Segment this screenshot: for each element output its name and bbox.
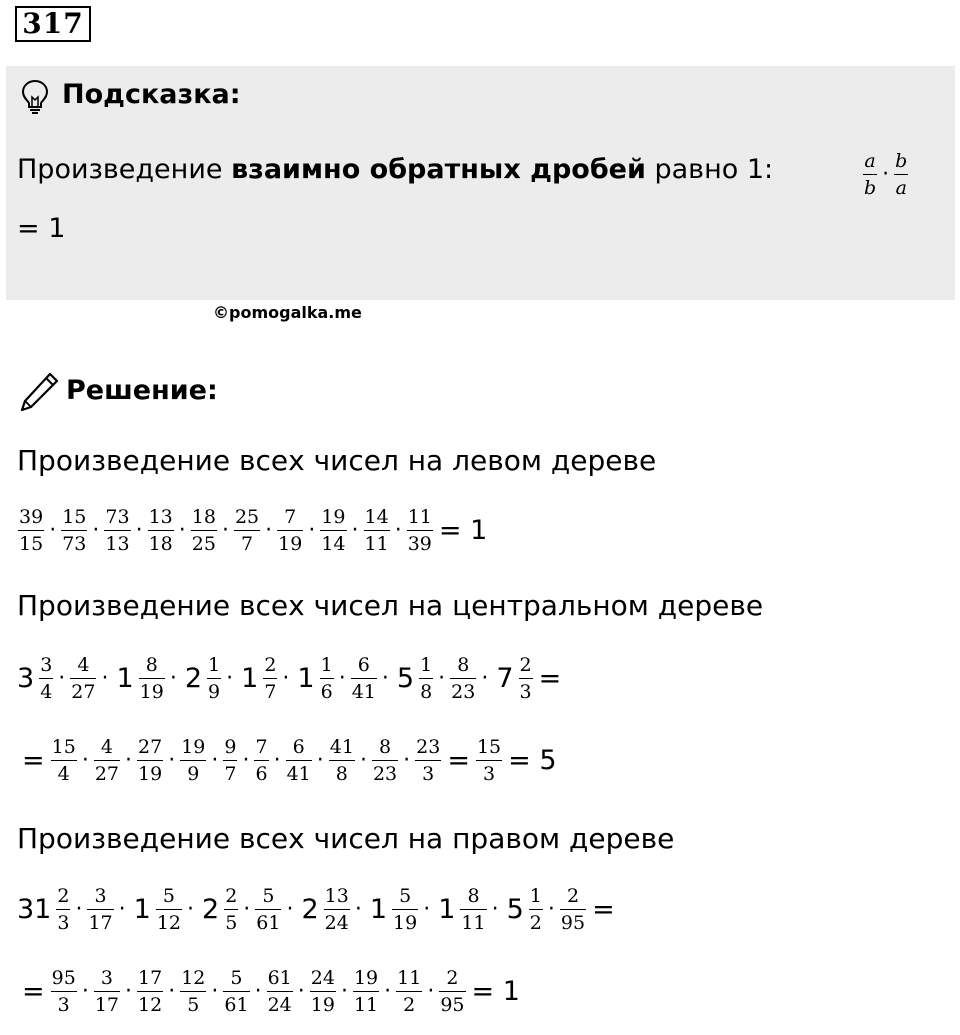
numerator: 17: [137, 967, 163, 992]
denominator: 24: [324, 912, 349, 934]
numerator: 18: [191, 506, 217, 531]
numerator: 2: [263, 654, 277, 679]
multiply-dot: ·: [308, 518, 316, 543]
fraction: [224, 885, 238, 934]
fraction: [267, 967, 293, 1016]
denominator: 41: [351, 681, 376, 703]
numerator: 1: [320, 654, 334, 679]
numerator: 19: [180, 736, 206, 761]
fraction: [392, 885, 418, 934]
whole-part: 1: [241, 663, 259, 694]
result-text: =: [447, 745, 470, 776]
numerator: 2: [560, 885, 586, 910]
fraction: [460, 885, 486, 934]
multiply-dot: ·: [169, 666, 177, 691]
numerator: 14: [364, 506, 390, 531]
denominator: 73: [62, 533, 87, 555]
numerator: 13: [324, 885, 350, 910]
denominator: 15: [19, 533, 44, 555]
fraction: [450, 654, 476, 703]
result-text: =: [592, 894, 615, 925]
denominator: 95: [560, 912, 586, 934]
numerator: 8: [139, 654, 165, 679]
fraction: [372, 736, 398, 785]
multiply-dot: ·: [125, 979, 132, 1004]
numerator: 6: [351, 654, 377, 679]
denominator: 19: [138, 763, 163, 785]
fraction: [137, 967, 163, 1016]
numerator: 8: [450, 654, 476, 679]
numerator: 19: [353, 967, 379, 992]
fraction: [439, 967, 465, 1016]
hint-text-bold: взаимно обратных дробей: [231, 154, 646, 185]
equals-sign: =: [22, 745, 45, 776]
hint-text-after: равно 1:: [645, 154, 774, 185]
equation-right-tree-simplified: [17, 967, 525, 1016]
multiply-dot: ·: [438, 666, 446, 691]
fraction: [286, 736, 312, 785]
numerator: 3: [87, 885, 113, 910]
whole-part: 31: [17, 894, 52, 925]
whole-part: 3: [17, 663, 35, 694]
numerator: 2: [519, 654, 533, 679]
denominator: 5: [225, 912, 238, 934]
numerator: 5: [255, 885, 281, 910]
fraction: [310, 967, 336, 1016]
denominator: 18: [148, 533, 173, 555]
multiply-dot: ·: [338, 666, 346, 691]
numerator: 13: [148, 506, 174, 531]
denominator: 95: [440, 994, 465, 1016]
whole-part: 1: [116, 663, 134, 694]
denominator: 4: [40, 681, 53, 703]
numerator: a: [863, 150, 877, 175]
multiply-dot: ·: [282, 666, 290, 691]
fraction: [223, 736, 237, 785]
multiply-dot: ·: [547, 897, 555, 922]
denominator: 12: [156, 912, 182, 934]
denominator: 3: [57, 994, 70, 1016]
denominator: 11: [353, 994, 379, 1016]
multiply-dot: ·: [491, 897, 499, 922]
denominator: b: [864, 176, 877, 199]
numerator: 1: [207, 654, 221, 679]
fraction: [18, 506, 44, 555]
result-text: = 5: [508, 745, 557, 776]
multiply-dot: ·: [297, 979, 305, 1004]
denominator: 19: [139, 681, 164, 703]
numerator: 5: [392, 885, 418, 910]
denominator: 13: [105, 533, 130, 555]
multiply-dot: ·: [187, 897, 195, 922]
multiply-dot: ·: [75, 897, 83, 922]
denominator: 2: [529, 912, 542, 934]
multiply-dot: ·: [211, 748, 219, 773]
fraction: [277, 506, 303, 555]
center-tree-label: Произведение всех чисел на центральном дереве: [17, 589, 764, 622]
whole-part: 2: [184, 663, 203, 694]
fraction: [51, 736, 77, 785]
numerator: 3: [39, 654, 53, 679]
equals-sign: =: [22, 976, 45, 1007]
fraction: [320, 654, 334, 703]
fraction: [61, 506, 87, 555]
fraction: [94, 736, 120, 785]
multiply-dot: ·: [427, 979, 435, 1004]
denominator: 19: [310, 994, 335, 1016]
multiply-dot: ·: [273, 748, 281, 773]
multiply-dot: ·: [286, 897, 294, 922]
numerator: 4: [70, 654, 96, 679]
fraction: [519, 654, 533, 703]
denominator: 19: [393, 912, 418, 934]
denominator: 23: [451, 681, 476, 703]
denominator: 14: [321, 533, 346, 555]
multiply-dot: ·: [481, 666, 489, 691]
numerator: 8: [460, 885, 486, 910]
numerator: 5: [223, 967, 249, 992]
right-tree-label: Произведение всех чисел на правом дереве: [17, 822, 675, 855]
numerator: 11: [407, 506, 433, 531]
fraction: [180, 736, 206, 785]
multiply-dot: ·: [359, 748, 367, 773]
denominator: 3: [482, 763, 496, 785]
numerator: 61: [267, 967, 293, 992]
fraction: [396, 967, 422, 1016]
equation-center-tree-simplified: [17, 736, 562, 785]
numerator: 11: [396, 967, 422, 992]
denominator: 3: [422, 763, 435, 785]
multiply-dot: ·: [168, 979, 176, 1004]
whole-part: 1: [133, 894, 151, 925]
numerator: 7: [277, 506, 303, 531]
numerator: 3: [94, 967, 120, 992]
hint-text-before: Произведение: [17, 154, 232, 185]
denominator: 7: [224, 763, 237, 785]
multiply-dot: ·: [265, 518, 273, 543]
numerator: 8: [372, 736, 398, 761]
denominator: 6: [255, 763, 268, 785]
fraction: [137, 736, 163, 785]
numerator: 95: [51, 967, 77, 992]
numerator: 73: [104, 506, 130, 531]
numerator: 15: [61, 506, 87, 531]
denominator: 17: [88, 912, 113, 934]
numerator: 9: [223, 736, 237, 761]
denominator: 8: [335, 763, 348, 785]
denominator: 12: [138, 994, 163, 1016]
hint-formula: [862, 142, 909, 206]
multiply-dot: ·: [125, 748, 132, 773]
fraction: [156, 885, 182, 934]
whole-part: 1: [438, 894, 456, 925]
solution-title: Решение:: [66, 375, 218, 406]
fraction: [329, 736, 355, 785]
denominator: 5: [187, 994, 200, 1016]
fraction: [560, 885, 586, 934]
fraction: [223, 967, 249, 1016]
denominator: 8: [420, 681, 433, 703]
fraction: [94, 967, 120, 1016]
multiply-dot: ·: [381, 666, 389, 691]
numerator: 1: [419, 654, 433, 679]
multiply-dot: ·: [384, 979, 392, 1004]
multiply-dot: ·: [243, 897, 251, 922]
result-text: = 1: [438, 515, 488, 546]
multiply-dot: ·: [211, 979, 219, 1004]
fraction: [529, 885, 543, 934]
equation-right-tree: [17, 885, 620, 934]
fraction: [148, 506, 174, 555]
fraction: [180, 967, 206, 1016]
multiply-dot: ·: [178, 518, 186, 543]
numerator: 6: [286, 736, 312, 761]
denominator: 11: [364, 533, 389, 555]
fraction: [364, 506, 390, 555]
denominator: 61: [256, 912, 281, 934]
left-tree-label: Произведение всех чисел на левом дереве: [17, 444, 657, 477]
multiply-dot: ·: [394, 518, 402, 543]
fraction: [263, 654, 277, 703]
pencil-icon: [17, 370, 61, 414]
numerator: 2: [56, 885, 70, 910]
multiply-dot: ·: [81, 979, 89, 1004]
numerator: 27: [137, 736, 163, 761]
denominator: a: [895, 176, 907, 199]
multiply-dot: ·: [226, 666, 234, 691]
fraction: [324, 885, 350, 934]
multiply-dot: ·: [403, 748, 411, 773]
multiply-dot: ·: [254, 979, 262, 1004]
denominator: 6: [320, 681, 333, 703]
fraction: [51, 967, 77, 1016]
denominator: 23: [372, 763, 398, 785]
copyright: ©pomogalka.me: [213, 303, 362, 322]
multiply-dot: ·: [58, 666, 66, 691]
fraction: [191, 506, 217, 555]
numerator: 2: [224, 885, 238, 910]
fraction: [407, 506, 433, 555]
denominator: 19: [278, 533, 303, 555]
fraction: [894, 150, 908, 199]
whole-part: 2: [202, 894, 220, 925]
denominator: 4: [57, 763, 70, 785]
fraction: [87, 885, 113, 934]
denominator: 24: [267, 994, 292, 1016]
fraction: [56, 885, 70, 934]
denominator: 7: [264, 681, 277, 703]
multiply-dot: ·: [49, 518, 57, 543]
whole-part: 2: [301, 894, 319, 925]
denominator: 17: [94, 994, 119, 1016]
denominator: 27: [71, 681, 96, 703]
fraction: [863, 150, 877, 199]
denominator: 27: [94, 763, 119, 785]
multiply-dot: ·: [354, 897, 362, 922]
problem-number: 317: [15, 6, 91, 42]
denominator: 3: [57, 912, 70, 934]
denominator: 61: [224, 994, 249, 1016]
fraction: [353, 967, 379, 1016]
lightbulb-icon: [19, 79, 51, 115]
fraction: [139, 654, 165, 703]
numerator: 5: [156, 885, 182, 910]
numerator: 2: [439, 967, 465, 992]
fraction: [476, 736, 502, 785]
denominator: 2: [403, 994, 416, 1016]
fraction: [104, 506, 130, 555]
numerator: 25: [234, 506, 260, 531]
hint-text: [17, 154, 773, 185]
multiply-dot: ·: [81, 748, 89, 773]
denominator: 9: [187, 763, 200, 785]
numerator: 7: [254, 736, 268, 761]
numerator: 19: [320, 506, 346, 531]
fraction: [255, 885, 281, 934]
numerator: b: [894, 150, 908, 175]
hint-result: = 1: [17, 213, 66, 244]
multiply-dot: ·: [340, 979, 348, 1004]
hint-title: Подсказка:: [62, 79, 241, 110]
denominator: 3: [519, 681, 532, 703]
result-text: = 1: [471, 976, 520, 1007]
multiply-dot: ·: [423, 897, 431, 922]
multiply-dot: ·: [101, 666, 109, 691]
denominator: 7: [240, 533, 254, 555]
multiply-dot: ·: [135, 518, 143, 543]
multiply-dot: ·: [221, 518, 229, 543]
denominator: 11: [461, 912, 486, 934]
fraction: [351, 654, 377, 703]
fraction: [70, 654, 96, 703]
numerator: 4: [94, 736, 120, 761]
denominator: 25: [191, 533, 216, 555]
numerator: 1: [529, 885, 543, 910]
equation-center-tree: [17, 654, 566, 703]
whole-part: 5: [396, 663, 415, 694]
numerator: 15: [51, 736, 77, 761]
numerator: 39: [18, 506, 44, 531]
fraction: [419, 654, 433, 703]
numerator: 12: [180, 967, 206, 992]
numerator: 24: [310, 967, 336, 992]
equation-left-tree: [17, 506, 492, 555]
whole-part: 1: [297, 663, 315, 694]
multiply-dot: ·: [882, 161, 890, 187]
multiply-dot: ·: [242, 748, 250, 773]
numerator: 23: [415, 736, 441, 761]
multiply-dot: ·: [316, 748, 324, 773]
denominator: 39: [407, 533, 432, 555]
fraction: [415, 736, 441, 785]
numerator: 15: [476, 736, 502, 761]
whole-part: 7: [496, 663, 514, 694]
fraction: [320, 506, 346, 555]
whole-part: 5: [506, 894, 524, 925]
multiply-dot: ·: [168, 748, 176, 773]
multiply-dot: ·: [92, 518, 100, 543]
fraction: [207, 654, 221, 703]
numerator: 41: [329, 736, 355, 761]
fraction: [234, 506, 260, 555]
denominator: 9: [208, 681, 221, 703]
multiply-dot: ·: [351, 518, 359, 543]
whole-part: 1: [369, 894, 388, 925]
denominator: 41: [286, 763, 311, 785]
result-text: =: [538, 663, 562, 694]
fraction: [254, 736, 268, 785]
fraction: [39, 654, 53, 703]
multiply-dot: ·: [118, 897, 126, 922]
